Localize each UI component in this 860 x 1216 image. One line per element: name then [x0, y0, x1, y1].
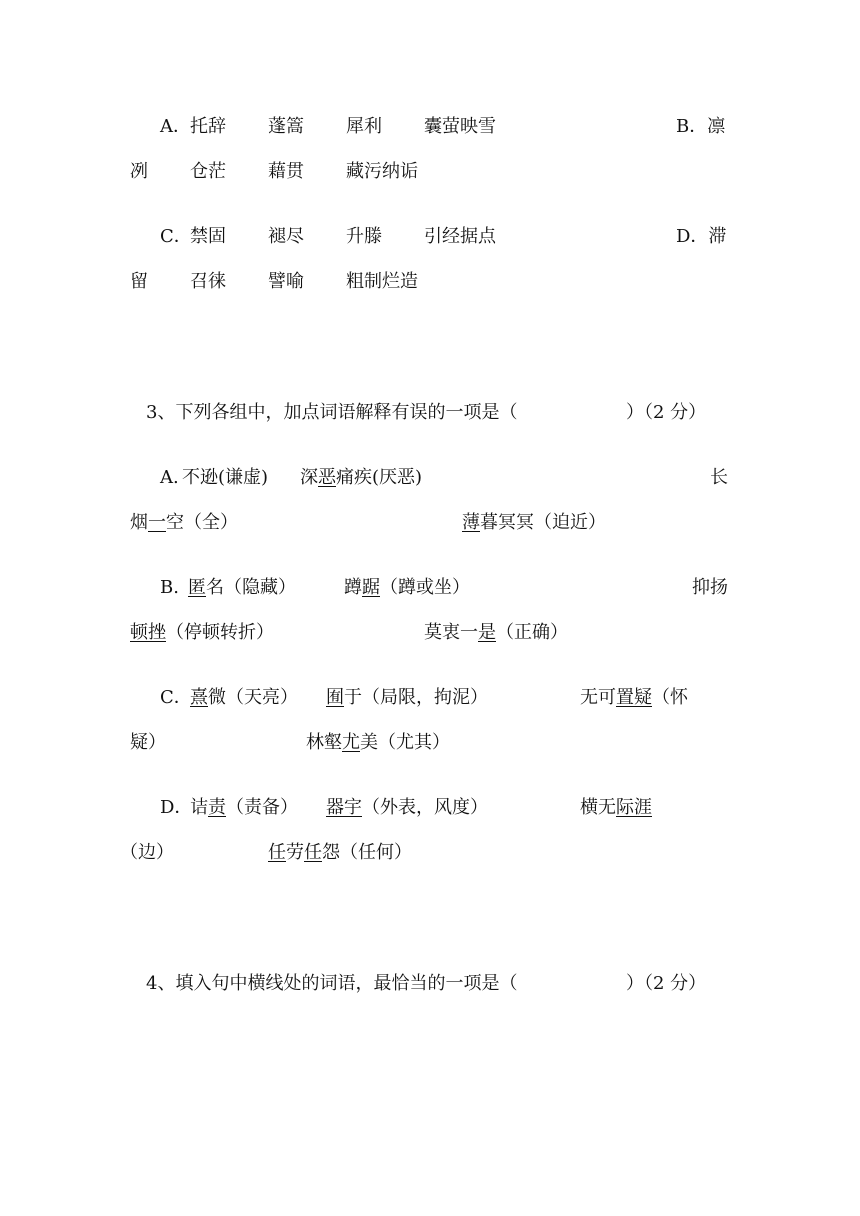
q3-option-a-term-3-start: 长	[710, 467, 728, 488]
q4-points: ）（2 分）	[626, 973, 707, 994]
q2-option-d-word-4: 粗制烂造	[346, 271, 418, 292]
q3-option-c-term-2: 囿于（局限，拘泥）	[326, 687, 488, 708]
q3-option-b-term-3-rest: 顿挫（停顿转折）	[130, 622, 274, 643]
q2-option-b-word-1: 冽	[130, 161, 148, 182]
q3-option-b-label: B.	[160, 577, 179, 598]
q3-option-c-term-3-gloss-rest: 疑）	[130, 732, 166, 753]
q3-option-c-term-3: 无可置疑（怀	[580, 687, 688, 708]
q3-stem: 3、下列各组中，加点词语解释有误的一项是（	[146, 402, 518, 423]
q2-option-c-word-3: 升滕	[346, 226, 382, 247]
q3-option-a-label: A.	[160, 467, 179, 488]
q3-option-a-term-2: 深恶痛疾(厌恶)	[300, 467, 423, 488]
q3-option-b-term-1: 匿名（隐藏）	[188, 577, 296, 598]
q2-option-b-label: B．凛	[676, 116, 726, 137]
q2-option-a-word-4: 囊萤映雪	[424, 116, 496, 137]
q3-option-c-label: C．	[160, 687, 192, 708]
q3-option-a-term-4: 薄暮冥冥（迫近）	[462, 512, 606, 533]
q3-option-c-term-1: 熹微（天亮）	[190, 687, 298, 708]
q2-option-a-word-3: 犀利	[346, 116, 382, 137]
q3-option-b-term-4: 莫衷一是（正确）	[424, 622, 568, 643]
q3-option-a-term-3-rest: 烟一空（全）	[130, 512, 238, 533]
q2-option-c-label: C．	[160, 226, 192, 247]
q3-option-b-term-3-start: 抑扬	[692, 577, 728, 598]
q2-option-a-label: A．	[160, 116, 191, 137]
q2-option-b-word-4: 藏污纳诟	[346, 161, 418, 182]
q2-option-d-label: D．滞	[676, 226, 727, 247]
q2-option-d-word-3: 譬喻	[268, 271, 304, 292]
q2-option-b-word-3: 藉贯	[268, 161, 304, 182]
q2-option-c-word-2: 褪尽	[268, 226, 304, 247]
q3-option-d-label: D．	[160, 797, 193, 818]
q4-stem: 4、填入句中横线处的词语，最恰当的一项是（	[146, 973, 518, 994]
q3-option-d-term-1: 诘责（责备）	[190, 797, 298, 818]
q3-points: ）（2 分）	[626, 402, 707, 423]
q2-option-a-word-2: 蓬篙	[268, 116, 304, 137]
q3-option-d-term-3-gloss: （边）	[120, 842, 174, 863]
q3-option-a-term-1: 不逊(谦虚)	[182, 467, 269, 488]
q2-option-d-word-1: 留	[130, 271, 148, 292]
q3-option-d-term-4: 任劳任怨（任何）	[268, 842, 412, 863]
q2-option-d-word-2: 召徕	[190, 271, 226, 292]
q3-option-c-term-4: 林壑尤美（尤其）	[306, 732, 450, 753]
q2-option-c-word-4: 引经据点	[424, 226, 496, 247]
q2-option-c-word-1: 禁固	[190, 226, 226, 247]
q3-option-d-term-3: 横无际涯	[580, 797, 652, 818]
q3-option-b-term-2: 蹲踞（蹲或坐）	[344, 577, 470, 598]
q2-option-b-word-2: 仓茫	[190, 161, 226, 182]
q3-option-d-term-2: 器宇（外表，风度）	[326, 797, 488, 818]
q2-option-a-word-1: 托辞	[190, 116, 226, 137]
